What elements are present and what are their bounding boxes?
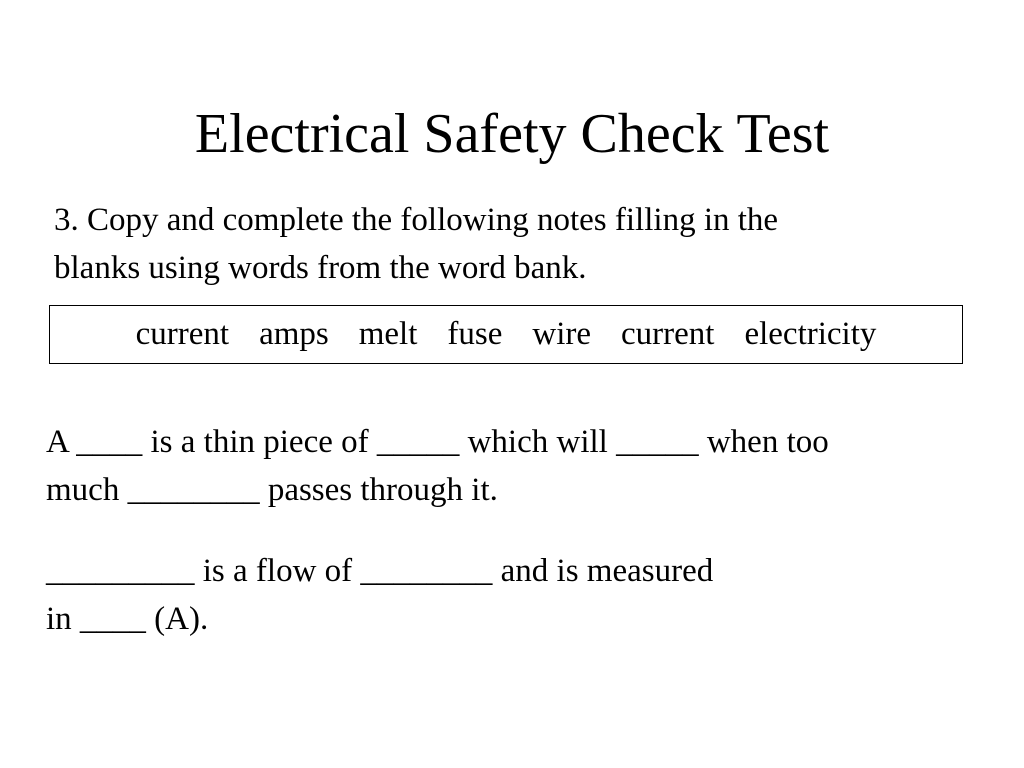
word-bank-item: wire — [532, 316, 592, 352]
current-paragraph — [46, 547, 996, 643]
instructions — [54, 196, 974, 292]
fuse-paragraph-line-1: A ____ is a thin piece of _____ which will _____ when too — [46, 424, 829, 460]
current-paragraph-line-1: _________ is a flow of ________ and is measured — [46, 553, 714, 589]
current-paragraph-line-2: in ____ (A). — [46, 601, 209, 637]
word-bank-item: amps — [259, 316, 329, 352]
instructions-line-2: blanks using words from the word bank. — [54, 250, 587, 286]
word-bank — [49, 305, 963, 364]
slide-title: Electrical Safety Check Test — [194, 103, 830, 165]
word-bank-item: current — [135, 316, 230, 352]
instructions-line-1: 3. Copy and complete the following notes filling in the — [54, 202, 779, 238]
fuse-paragraph-line-2: much ________ passes through it. — [46, 472, 498, 508]
word-bank-item: electricity — [744, 316, 877, 352]
word-bank-item: fuse — [447, 316, 503, 352]
word-bank-item: melt — [358, 316, 418, 352]
fuse-paragraph — [46, 418, 996, 514]
word-bank-item: current — [621, 316, 715, 352]
